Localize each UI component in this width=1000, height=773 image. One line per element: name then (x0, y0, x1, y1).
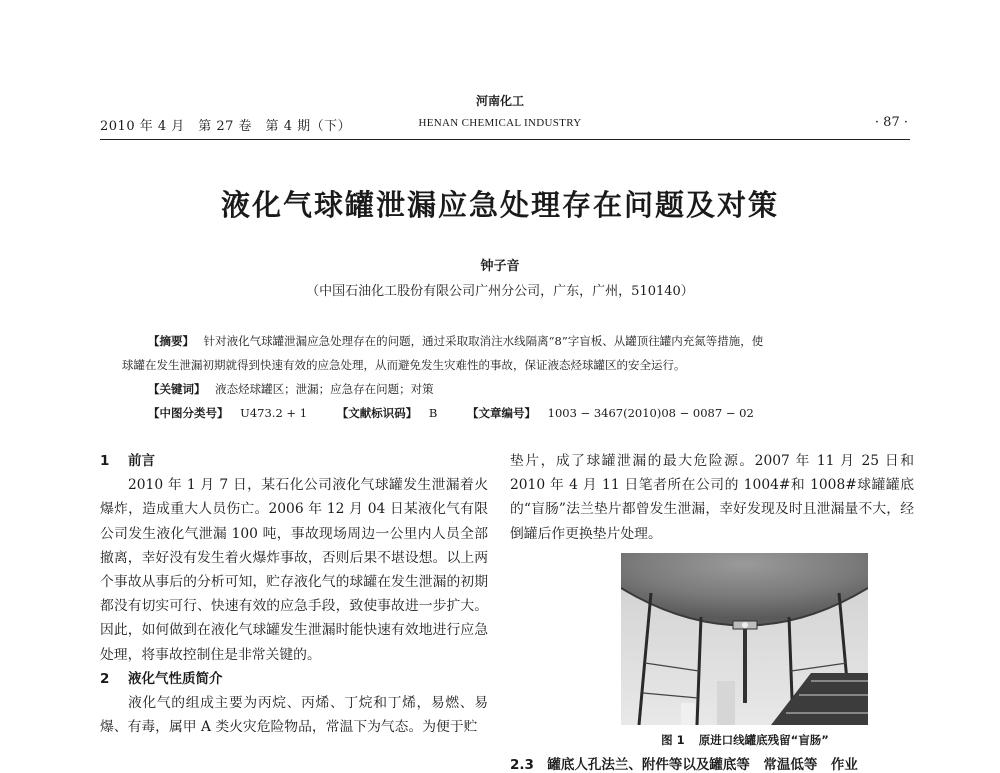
keywords-line (148, 381, 434, 397)
author-affiliation: （中国石油化工股份有限公司广州分公司，广东，广州，510140） (306, 284, 694, 299)
doc-code-label: 【文献标识码】 (336, 406, 418, 420)
journal-name-en: HENAN CHEMICAL INDUSTRY (418, 117, 582, 129)
section-1-title: 前言 (128, 453, 155, 469)
issue-info: 2010 年 4 月 第 27 卷 第 4 期（下） (100, 119, 352, 134)
section-1-number: 1 (100, 453, 110, 469)
section-2-title: 液化气性质简介 (128, 670, 223, 687)
tank-photo-svg (621, 553, 868, 725)
keywords-text: 液态烃球罐区；泄漏；应急存在问题；对策 (215, 382, 434, 396)
article-title: 液化气球罐泄漏应急处理存在问题及对策 (220, 188, 779, 222)
section-1-heading (100, 449, 488, 473)
abstract-line-1 (148, 333, 763, 349)
clipped-line: 2.3 罐底人孔法兰、附件等以及罐底等 常温低等 作业 (510, 757, 858, 773)
figure-number: 图 1 (661, 733, 685, 747)
author-name: 钟子音 (480, 259, 520, 274)
right-paragraph: 垫片，成了球罐泄漏的最大危险源。2007 年 11 月 25 日和 2010 年 4 月 11 日笔者所在公司的 1004#和 1008#球罐罐底的“盲肠”法兰垫片都曾发生泄漏，幸好发现及时且泄漏量不大，经倒罐后作更换垫片处理。 (510, 453, 914, 542)
journal-name-cn: 河南化工 (475, 94, 524, 108)
right-column (510, 449, 914, 546)
classification-line (148, 405, 754, 421)
page-number: · 87 · (874, 115, 908, 130)
doc-code-value: B (428, 406, 438, 420)
article-no-value: 1003 − 3467(2010)08 − 0087 − 02 (547, 406, 754, 420)
section-2-number: 2 (100, 670, 110, 687)
tank-photo (621, 553, 868, 725)
abstract-text-2: 球罐在发生泄漏初期就得到快速有效的应急处理，从而避免发生灾难性的事故，保证液态烃球罐区的安全运行。 (122, 358, 686, 372)
header-rule (100, 139, 910, 140)
keywords-label: 【关键词】 (148, 382, 206, 396)
article-no-label: 【文章编号】 (466, 406, 536, 420)
left-column (100, 449, 488, 739)
abstract-text-1: 针对液化气球罐泄漏应急处理存在的问题，通过采取取消注水线隔离“8”字盲板、从罐顶往罐内充氮等措施，使 (203, 334, 764, 348)
clc-label: 【中图分类号】 (148, 406, 229, 420)
figure-caption (510, 732, 980, 748)
section-1-paragraph: 2010 年 1 月 7 日，某石化公司液化气球罐发生泄漏着火爆炸，造成重大人员伤亡。2006 年 12 月 04 日某液化气有限公司发生液化气泄漏 100 吨，事故现场周边一公里内人员全部撤离，幸好没有发生着火爆炸事故，否则后果不堪设想。以上两个事故从事后的分析可知，贮存液化气的球罐在发生泄漏的初期都没有切实可行、快速有效的应急手段，致使事故进一步扩大。因此，如何做到在液化气球罐发生泄漏时能快速有效地进行应急处理，将事故控制住是非常关键的。 (100, 477, 488, 663)
section-2-heading (100, 667, 488, 691)
section-2-paragraph: 液化气的组成主要为丙烷、丙烯、丁烷和丁烯，易燃、易爆、有毒，属甲 A 类火灾危险物品，常温下为气态。为便于贮 (100, 695, 488, 736)
figure-caption-text: 原进口线罐底残留“盲肠” (698, 733, 829, 747)
abstract-label: 【摘要】 (148, 334, 194, 348)
clc-value: U473.2 + 1 (240, 406, 308, 420)
